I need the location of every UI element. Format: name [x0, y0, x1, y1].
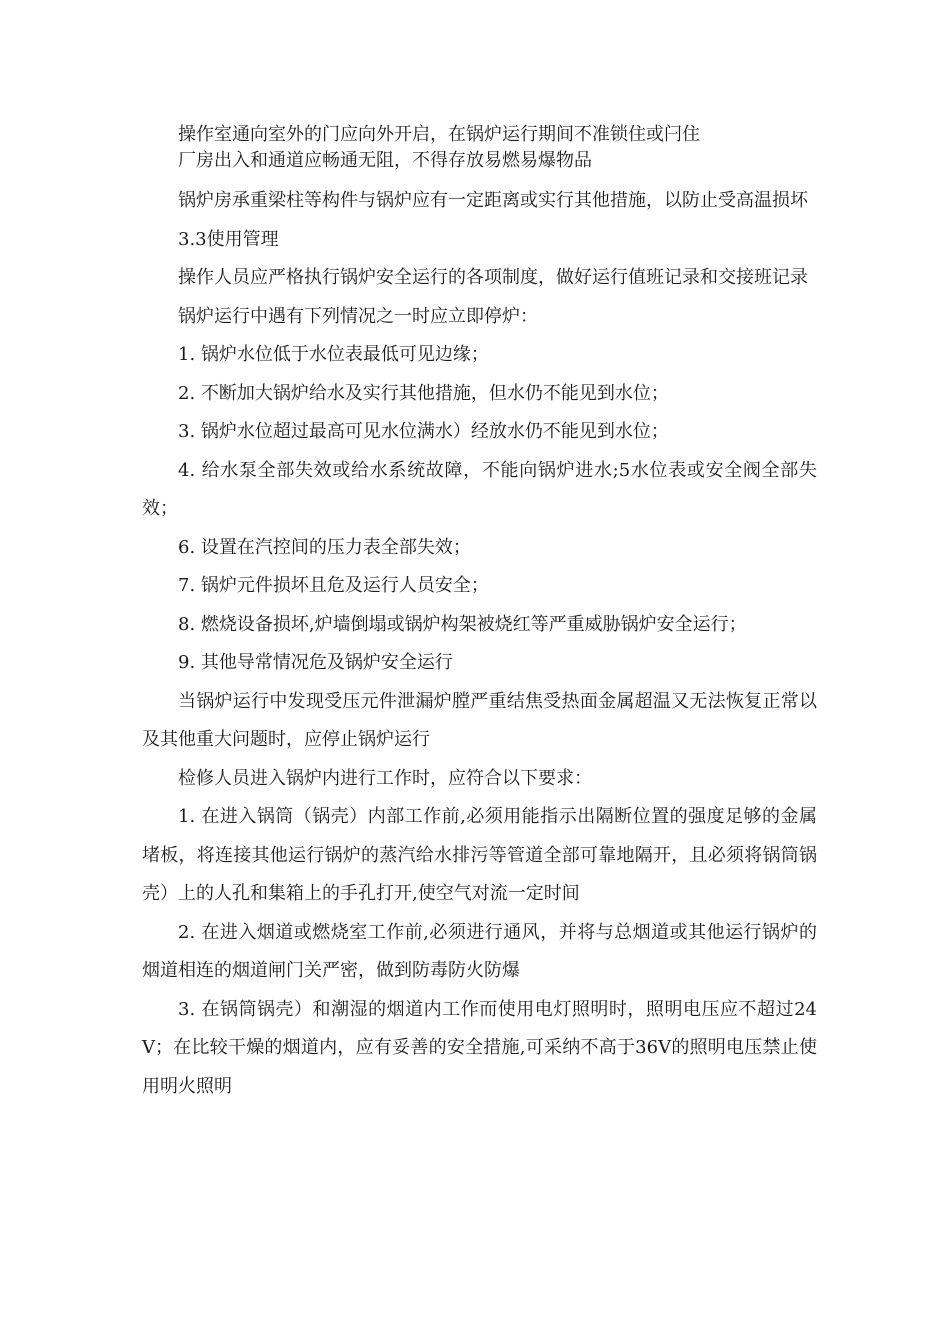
paragraph: 厂房出入和通道应畅通无阻，不得存放易燃易爆物品 — [178, 150, 592, 171]
list-item: 4. 给水泵全部失效或给水系统故障，不能向锅炉进水;5水位表或安全阀全部失效； — [142, 459, 817, 519]
document-body — [142, 122, 817, 1106]
list-item: 3. 锅炉水位超过最高可见水位满水）经放水仍不能见到水位； — [178, 421, 669, 442]
paragraph: 操作室通向室外的门应向外开启，在锅炉运行期间不准锁住或闩住 — [178, 124, 700, 145]
section-heading: 3.3使用管理 — [178, 228, 279, 250]
paragraph: 锅炉房承重梁柱等构件与锅炉应有一定距离或实行其他措施，以防止受高温损坏 — [178, 190, 808, 211]
list-item: 2. 在进入烟道或燃烧室工作前,必须进行通风，并将与总烟道或其他运行锅炉的烟道相连的烟道闸门关严密，做到防毒防火防爆 — [142, 921, 817, 981]
list-item: 3. 在锅筒锅壳）和潮湿的烟道内工作而使用电灯照明时，照明电压应不超过24V；在比较干燥的烟道内，应有妥善的安全措施,可采纳不高于36V的照明电压禁止使用明火照明 — [142, 998, 817, 1097]
paragraph: 锅炉运行中遇有下列情况之一时应立即停炉： — [178, 305, 538, 327]
paragraph: 检修人员进入锅炉内进行工作时，应符合以下要求： — [178, 767, 592, 789]
list-item: 2. 不断加大锅炉给水及实行其他措施，但水仍不能见到水位； — [178, 382, 669, 404]
list-item: 6. 设置在汽控间的压力表全部失效； — [178, 536, 471, 558]
spacer — [142, 174, 817, 182]
paragraph: 当锅炉运行中发现受压元件泄漏炉膛严重结焦受热面金属超温又无法恢复正常以及其他重大问题时，应停止锅炉运行 — [142, 690, 817, 750]
list-item: 1. 在进入锅筒（锅壳）内部工作前,必须用能指示出隔断位置的强度足够的金属堵板，将连接其他运行锅炉的蒸汽给水排污等管道全部可靠地隔开，且必须将锅筒锅壳）上的人孔和集箱上的手孔打开,使空气对流一定时间 — [142, 806, 817, 904]
paragraph: 操作人员应严格执行锅炉安全运行的各项制度，做好运行值班记录和交接班记录 — [178, 267, 808, 288]
list-item: 8. 燃烧设备损坏,炉墙倒塌或锅炉构架被烧红等严重威胁锅炉安全运行； — [178, 613, 747, 635]
list-item: 7. 锅炉元件损坏且危及运行人员安全； — [178, 575, 489, 596]
list-item: 1. 锅炉水位低于水位表最低可见边缘； — [178, 344, 489, 365]
list-item: 9. 其他导常情况危及锅炉安全运行 — [178, 652, 453, 673]
